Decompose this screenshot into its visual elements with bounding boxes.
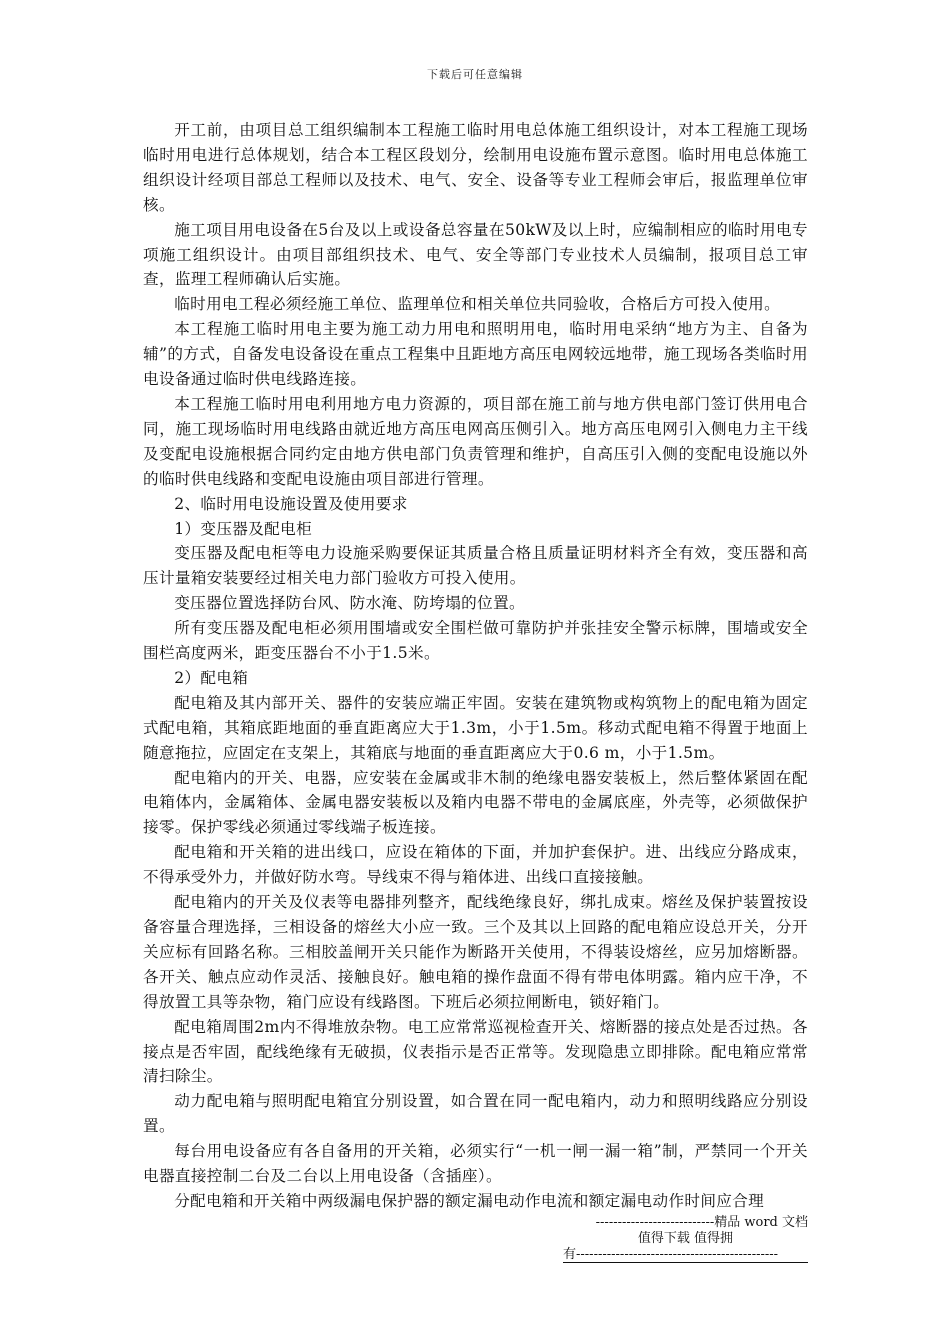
document-body [143,118,808,1214]
paragraph: 本工程施工临时用电主要为施工动力用电和照明用电，临时用电采纳“地方为主、自备为辅”的方式，自备发电设备设在重点工程集中且距地方高压电网较远地带，施工现场各类临时用电设备通过临时供电线路连接。 [143,320,808,389]
paragraph: 配电箱和开关箱的进出线口，应设在箱体的下面，并加护套保护。进、出线应分路成束，不得承受外力，并做好防水弯。导线束不得与箱体进、出线口直接接触。 [143,843,808,887]
page-header: 下载后可任意编辑 [427,68,523,81]
paragraph: 配电箱周围2m内不得堆放杂物。电工应常常巡视检查开关、熔断器的接点处是否过热。各接点是否牢固，配线绝缘有无破损，仪表指示是否正常等。发现隐患立即排除。配电箱应常常清扫除尘。 [143,1017,808,1086]
paragraph: 配电箱及其内部开关、器件的安装应端正牢固。安装在建筑物或构筑物上的配电箱为固定式配电箱，其箱底距地面的垂直距离应大于1.3m，小于1.5m。移动式配电箱不得置于地面上随意拖拉，应固定在支架上，其箱底与地面的垂直距离应大于0.6 m，小于1.5m。 [143,693,808,762]
paragraph: 动力配电箱与照明配电箱宜分别设置，如合置在同一配电箱内，动力和照明线路应分别设置。 [143,1092,808,1136]
subsection-heading: 1）变压器及配电柜 [174,519,313,538]
paragraph: 开工前，由项目总工组织编制本工程施工临时用电总体施工组织设计，对本工程施工现场临时用电进行总体规划，结合本工程区段划分，绘制用电设施布置示意图。临时用电总体施工组织设计经项目部总工程师以及技术、电气、安全、设备等专业工程师会审后，报监理单位审核。 [143,121,808,214]
section-heading: 2、临时用电设施设置及使用要求 [174,494,408,513]
paragraph: 施工项目用电设备在5台及以上或设备总容量在50kW及以上时，应编制相应的临时用电专项施工组织设计。由项目部组织技术、电气、安全等部门专业技术人员编制，报项目总工审查，监理工程师确认后实施。 [143,220,808,289]
footer-line-1: ---------------------------精品 word 文档 [595,1215,808,1230]
paragraph: 临时用电工程必须经施工单位、监理单位和相关单位共同验收，合格后方可投入使用。 [174,295,781,314]
paragraph: 本工程施工临时用电利用地方电力资源的，项目部在施工前与地方供电部门签订供用电合同，施工现场临时用电线路由就近地方高压电网高压侧引入。地方高压电网引入侧电力主干线及变配电设施根据合同约定由地方供电部门负责管理和维护，自高压引入侧的变配电设施以外的临时供电线路和变配电设施由项目部进行管理。 [143,394,808,488]
paragraph: 每台用电设备应有各自备用的开关箱，必须实行“一机一闸一漏一箱”制，严禁同一个开关电器直接控制二台及二台以上用电设备（含插座）。 [143,1142,808,1186]
footer-line-2: 值得下载 值得拥 [637,1231,734,1246]
subsection-heading: 2）配电箱 [174,668,249,687]
paragraph: 所有变压器及配电柜必须用围墙或安全围栏做可靠防护并张挂安全警示标牌，围墙或安全围栏高度两米，距变压器台不小于1.5米。 [143,619,808,663]
footer-note [563,1215,808,1263]
paragraph: 配电箱内的开关及仪表等电器排列整齐，配线绝缘良好，绑扎成束。熔丝及保护装置按设备容量合理选择，三相设备的熔丝大小应一致。三个及其以上回路的配电箱应设总开关，分开关应标有回路名称。三相胶盖闸开关只能作为断路开关使用，不得装设熔丝，应另加熔断器。各开关、触点应动作灵活、接触良好。触电箱的操作盘面不得有带电体明露。箱内应干净，不得放置工具等杂物，箱门应设有线路图。下班后必须拉闸断电，锁好箱门。 [143,893,808,1011]
footer-line-3: 有---------------------------------------------- [563,1247,779,1262]
paragraph: 分配电箱和开关箱中两级漏电保护器的额定漏电动作电流和额定漏电动作时间应合理 [174,1191,765,1210]
paragraph: 变压器及配电柜等电力设施采购要保证其质量合格且质量证明材料齐全有效，变压器和高压计量箱安装要经过相关电力部门验收方可投入使用。 [143,544,808,588]
footer-divider [563,1262,808,1263]
paragraph: 变压器位置选择防台风、防水淹、防垮塌的位置。 [174,594,525,613]
paragraph: 配电箱内的开关、电器，应安装在金属或非木制的绝缘电器安装板上，然后整体紧固在配电箱体内，金属箱体、金属电器安装板以及箱内电器不带电的金属底座，外壳等，必须做保护接零。保护零线必须通过零线端子板连接。 [143,768,808,837]
